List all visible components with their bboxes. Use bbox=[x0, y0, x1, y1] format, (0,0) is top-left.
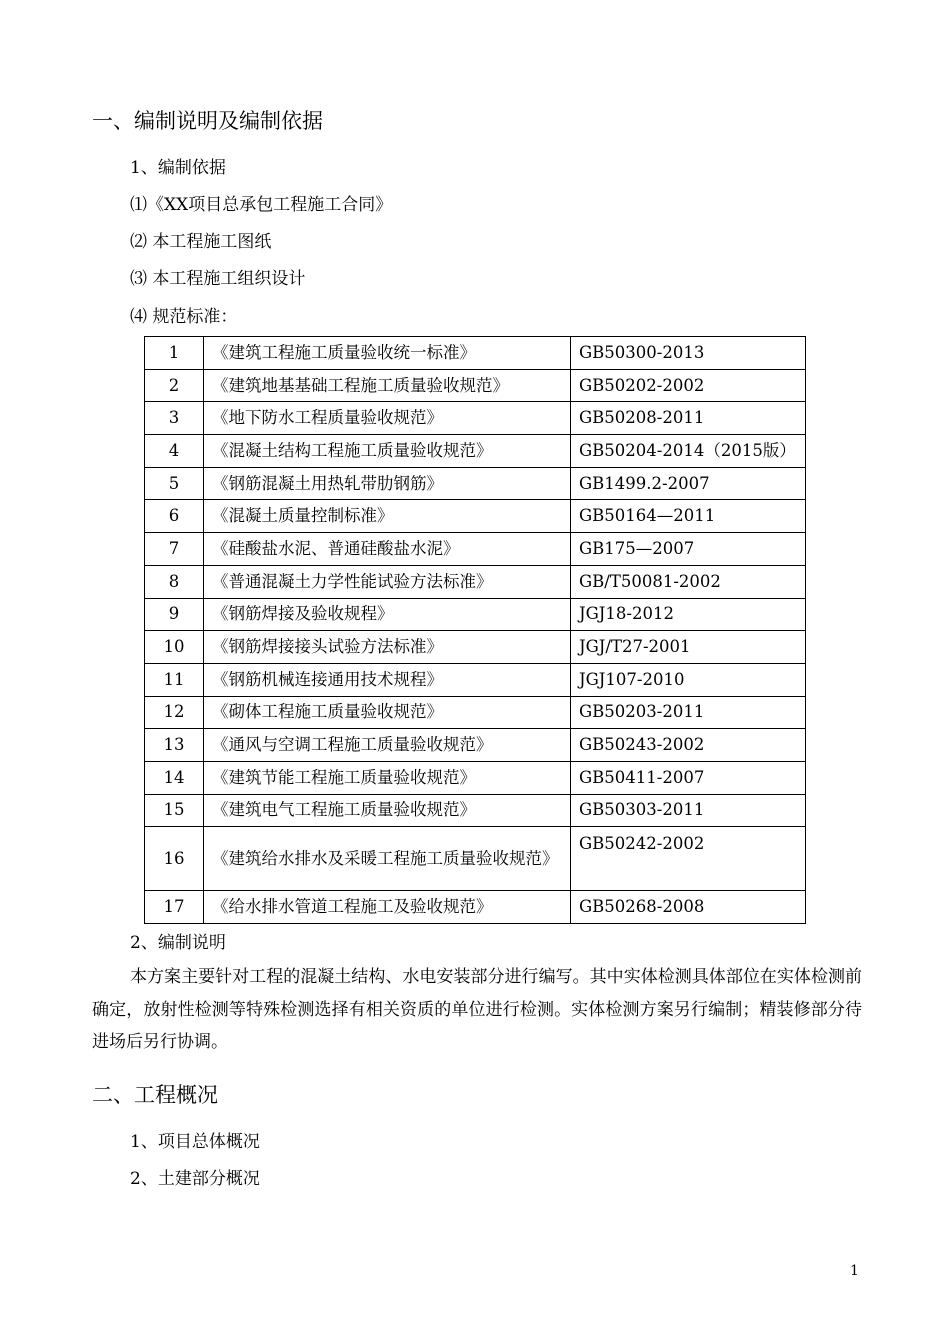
standards-table bbox=[144, 336, 806, 924]
overview-item-1: 1、项目总体概况 bbox=[130, 1132, 260, 1152]
table-row bbox=[145, 598, 806, 631]
std-no: 10 bbox=[145, 631, 204, 664]
std-name: 《地下防水工程质量验收规范》 bbox=[204, 402, 571, 435]
explanation-paragraph: 本方案主要针对工程的混凝土结构、水电安装部分进行编写。其中实体检测具体部位在实体检测前确定，放射性检测等特殊检测选择有相关资质的单位进行检测。实体检测方案另行编制；精装修部分待进场后另行协调。 bbox=[92, 967, 862, 1052]
explanation-heading: 2、编制说明 bbox=[130, 933, 226, 953]
table-row bbox=[145, 533, 806, 566]
std-no: 16 bbox=[145, 827, 204, 891]
table-row bbox=[145, 729, 806, 762]
std-code: GB50242-2002 bbox=[571, 827, 806, 891]
table-row bbox=[145, 369, 806, 402]
std-name: 《钢筋机械连接通用技术规程》 bbox=[204, 663, 571, 696]
std-name: 《混凝土质量控制标准》 bbox=[204, 500, 571, 533]
std-code: GB50243-2002 bbox=[571, 729, 806, 762]
std-code: GB50411-2007 bbox=[571, 761, 806, 794]
std-no: 1 bbox=[145, 337, 204, 370]
std-name: 《建筑地基基础工程施工质量验收规范》 bbox=[204, 369, 571, 402]
std-name: 《钢筋混凝土用热轧带肋钢筋》 bbox=[204, 467, 571, 500]
std-name: 《钢筋焊接接头试验方法标准》 bbox=[204, 631, 571, 664]
std-code: GB50203-2011 bbox=[571, 696, 806, 729]
overview-item-2: 2、土建部分概况 bbox=[130, 1169, 260, 1189]
std-code: GB1499.2-2007 bbox=[571, 467, 806, 500]
std-code: GB175—2007 bbox=[571, 533, 806, 566]
table-row bbox=[145, 500, 806, 533]
std-code: GB50164—2011 bbox=[571, 500, 806, 533]
std-code: JGJ107-2010 bbox=[571, 663, 806, 696]
std-code: GB50268-2008 bbox=[571, 891, 806, 924]
std-name: 《建筑给水排水及采暖工程施工质量验收规范》 bbox=[204, 827, 571, 891]
std-no: 12 bbox=[145, 696, 204, 729]
table-row bbox=[145, 696, 806, 729]
std-no: 6 bbox=[145, 500, 204, 533]
std-code: JGJ18-2012 bbox=[571, 598, 806, 631]
table-row bbox=[145, 402, 806, 435]
std-name: 《建筑电气工程施工质量验收规范》 bbox=[204, 794, 571, 827]
basis-item-3: ⑶ 本工程施工组织设计 bbox=[130, 269, 306, 289]
std-name: 《建筑工程施工质量验收统一标准》 bbox=[204, 337, 571, 370]
section-2-title: 二、工程概况 bbox=[92, 1083, 218, 1107]
std-name: 《砌体工程施工质量验收规范》 bbox=[204, 696, 571, 729]
basis-item-1: ⑴《XX项目总承包工程施工合同》 bbox=[130, 195, 393, 215]
table-row bbox=[145, 891, 806, 924]
std-no: 2 bbox=[145, 369, 204, 402]
std-code: JGJ/T27-2001 bbox=[571, 631, 806, 664]
std-no: 13 bbox=[145, 729, 204, 762]
basis-heading: 1、编制依据 bbox=[130, 158, 226, 178]
table-row bbox=[145, 565, 806, 598]
std-name: 《普通混凝土力学性能试验方法标准》 bbox=[204, 565, 571, 598]
table-row bbox=[145, 337, 806, 370]
table-row bbox=[145, 631, 806, 664]
std-name: 《给水排水管道工程施工及验收规范》 bbox=[204, 891, 571, 924]
std-code: GB50208-2011 bbox=[571, 402, 806, 435]
section-1-title: 一、编制说明及编制依据 bbox=[92, 109, 323, 133]
std-code: GB50202-2002 bbox=[571, 369, 806, 402]
basis-item-4: ⑷ 规范标准： bbox=[130, 307, 238, 327]
std-name: 《硅酸盐水泥、普通硅酸盐水泥》 bbox=[204, 533, 571, 566]
table-row bbox=[145, 761, 806, 794]
std-no: 5 bbox=[145, 467, 204, 500]
table-row bbox=[145, 827, 806, 891]
std-no: 15 bbox=[145, 794, 204, 827]
std-no: 11 bbox=[145, 663, 204, 696]
std-name: 《通风与空调工程施工质量验收规范》 bbox=[204, 729, 571, 762]
page-number: 1 bbox=[850, 1263, 859, 1279]
std-code: GB50300-2013 bbox=[571, 337, 806, 370]
std-code: GB50204-2014（2015版） bbox=[571, 435, 806, 468]
table-row bbox=[145, 663, 806, 696]
std-no: 7 bbox=[145, 533, 204, 566]
std-name: 《混凝土结构工程施工质量验收规范》 bbox=[204, 435, 571, 468]
std-code: GB50303-2011 bbox=[571, 794, 806, 827]
std-no: 8 bbox=[145, 565, 204, 598]
table-row bbox=[145, 435, 806, 468]
std-no: 14 bbox=[145, 761, 204, 794]
table-row bbox=[145, 794, 806, 827]
std-name: 《建筑节能工程施工质量验收规范》 bbox=[204, 761, 571, 794]
std-no: 4 bbox=[145, 435, 204, 468]
std-no: 17 bbox=[145, 891, 204, 924]
basis-item-2: ⑵ 本工程施工图纸 bbox=[130, 232, 272, 252]
table-row bbox=[145, 467, 806, 500]
std-no: 3 bbox=[145, 402, 204, 435]
std-name: 《钢筋焊接及验收规程》 bbox=[204, 598, 571, 631]
std-no: 9 bbox=[145, 598, 204, 631]
std-code: GB/T50081-2002 bbox=[571, 565, 806, 598]
